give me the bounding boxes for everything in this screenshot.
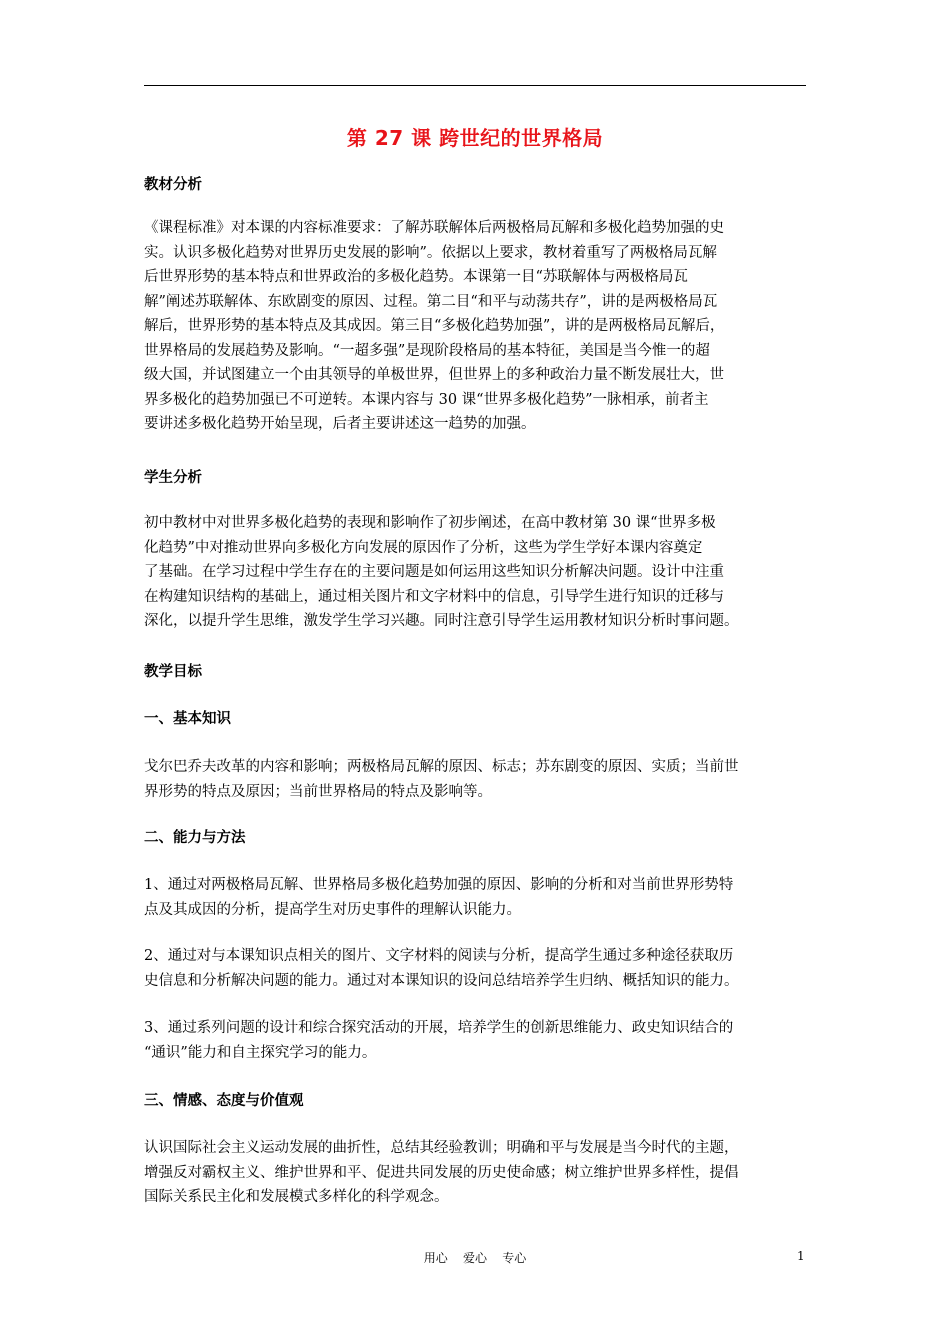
text-line: 《课程标准》对本课的内容标准要求：了解苏联解体后两极格局瓦解和多极化趋势加强的史: [144, 220, 724, 236]
text-line: 1、通过对两极格局瓦解、世界格局多极化趋势加强的原因、影响的分析和对当前世界形势特: [144, 877, 734, 893]
paragraph-student-analysis: [144, 511, 808, 634]
text-line: 深化，以提升学生思维，激发学生学习兴趣。同时注意引导学生运用教材知识分析时事问题。: [144, 613, 739, 629]
text-line: 解”阐述苏联解体、东欧剧变的原因、过程。第二目“和平与动荡共存”，讲的是两极格局瓦: [144, 293, 718, 310]
text-line: 了基础。在学习过程中学生存在的主要问题是如何运用这些知识分析解决问题。设计中注重: [144, 564, 724, 580]
text-line: 界多极化的趋势加强已不可逆转。本课内容与 30 课“世界多极化趋势”一脉相承，前者主: [144, 391, 709, 408]
text-line: 史信息和分析解决问题的能力。通过对本课知识的设问总结培养学生归纳、概括知识的能力。: [144, 972, 739, 989]
text-line: 国际关系民主化和发展模式多样化的科学观念。: [144, 1189, 449, 1205]
text-line: 2、通过对与本课知识点相关的图片、文字材料的阅读与分析，提高学生通过多种途径获取历: [144, 948, 734, 964]
paragraph-ability-1: [144, 873, 808, 922]
subsection-heading-values: 三、情感、态度与价值观: [144, 1093, 304, 1109]
text-line: 界形势的特点及原因；当前世界格局的特点及影响等。: [144, 783, 492, 800]
text-line: 3、通过系列问题的设计和综合探究活动的开展，培养学生的创新思维能力、政史知识结合的: [144, 1020, 734, 1036]
footer-motto: 用心 爱心 专心: [423, 1251, 527, 1265]
section-heading-student-analysis: 学生分析: [144, 470, 202, 486]
text-line: 要讲述多极化趋势开始呈现，后者主要讲述这一趋势的加强。: [144, 416, 536, 432]
paragraph-ability-2: [144, 944, 808, 993]
subsection-heading-basic-knowledge: 一、基本知识: [144, 711, 231, 727]
paragraph-basic-knowledge: [144, 755, 808, 804]
section-heading-teaching-goals: 教学目标: [144, 664, 202, 680]
text-line: 级大国，并试图建立一个由其领导的单极世界，但世界上的多种政治力量不断发展壮大，世: [144, 367, 724, 383]
text-line: 点及其成因的分析，提高学生对历史事件的理解认识能力。: [144, 901, 521, 918]
paragraph-values: [144, 1136, 808, 1210]
paragraph-ability-3: [144, 1016, 808, 1065]
text-line: 初中教材中对世界多极化趋势的表现和影响作了初步阐述，在高中教材第 30 课“世界多极: [144, 515, 716, 531]
page-title: 第 27 课 跨世纪的世界格局: [346, 126, 604, 150]
page-number: 1: [797, 1249, 805, 1263]
text-line: 世界格局的发展趋势及影响。“一超多强”是现阶段格局的基本特征，美国是当今惟一的超: [144, 342, 710, 359]
paragraph-textbook-analysis: [144, 216, 808, 437]
text-line: 在构建知识结构的基础上，通过相关图片和文字材料中的信息，引导学生进行知识的迁移与: [144, 588, 724, 605]
header-rule: [144, 85, 806, 86]
text-line: 认识国际社会主义运动发展的曲折性，总结其经验教训；明确和平与发展是当今时代的主题，: [144, 1140, 739, 1156]
text-line: 增强反对霸权主义、维护世界和平、促进共同发展的历史使命感；树立维护世界多样性，提倡: [144, 1164, 739, 1181]
text-line: 戈尔巴乔夫改革的内容和影响；两极格局瓦解的原因、标志；苏东剧变的原因、实质；当前世: [144, 759, 739, 775]
text-line: “通识”能力和自主探究学习的能力。: [144, 1044, 377, 1061]
section-heading-textbook-analysis: 教材分析: [144, 177, 202, 193]
text-line: 解后，世界形势的基本特点及其成因。第三目“多极化趋势加强”，讲的是两极格局瓦解后，: [144, 318, 725, 334]
text-line: 实。认识多极化趋势对世界历史发展的影响”。依据以上要求，教材着重写了两极格局瓦解: [144, 244, 717, 261]
text-line: 化趋势”中对推动世界向多极化方向发展的原因作了分析，这些为学生学好本课内容奠定: [144, 539, 703, 556]
subsection-heading-ability-methods: 二、能力与方法: [144, 830, 246, 846]
text-line: 后世界形势的基本特点和世界政治的多极化趋势。本课第一目“苏联解体与两极格局瓦: [144, 269, 688, 285]
